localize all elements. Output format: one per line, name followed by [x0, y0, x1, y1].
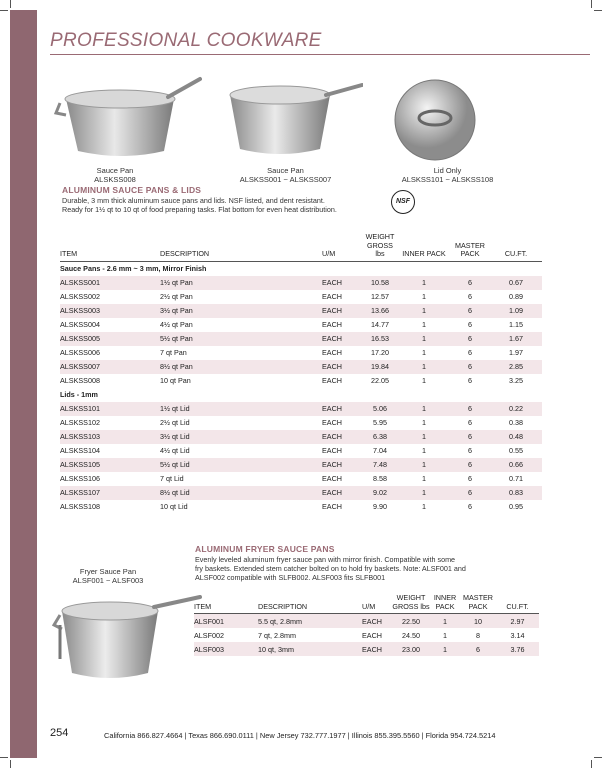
cell-cuft: 0.67 [490, 276, 542, 290]
table-row [194, 642, 539, 656]
table-row [60, 304, 542, 318]
cell-item: ALSKSS107 [60, 486, 160, 500]
cell-weight: 6.38 [362, 430, 398, 444]
cell-master-pack: 6 [450, 360, 490, 374]
image-caption [233, 166, 338, 184]
cell-inner-pack: 1 [398, 458, 450, 472]
cell-um: EACH [322, 292, 342, 301]
crop-mark [594, 757, 602, 758]
cell-inner-pack: 1 [422, 446, 426, 455]
cell-um: EACH [322, 430, 362, 444]
cell-um: EACH [322, 348, 342, 357]
cell-description: 10 qt Pan [160, 376, 191, 385]
description-line: Evenly leveled aluminum fryer sauce pan with mirror finish. Compatible with some [195, 555, 456, 564]
cell-master-pack: 6 [468, 292, 472, 301]
caption-title: Sauce Pan [96, 166, 134, 175]
caption-title: Fryer Sauce Pan [79, 567, 137, 576]
cell-um: EACH [322, 418, 342, 427]
cell-cuft: 1.15 [509, 320, 523, 329]
table-row [60, 318, 542, 332]
table-row [60, 444, 542, 458]
cell-weight: 5.95 [373, 418, 387, 427]
crop-mark [594, 10, 602, 11]
cell-description: 7 qt Lid [160, 474, 184, 483]
cell-um: EACH [322, 376, 342, 385]
cell-cuft: 3.76 [496, 642, 539, 656]
cell-cuft: 2.97 [496, 614, 539, 629]
cell-weight: 12.57 [371, 292, 389, 301]
cell-inner-pack: 1 [398, 304, 450, 318]
cell-weight: 16.53 [362, 332, 398, 346]
caption-code: ALSKSS001 ~ ALSKSS007 [239, 175, 332, 184]
cell-item: ALSKSS101 [60, 402, 160, 416]
crop-mark [591, 760, 592, 768]
cell-master-pack: 6 [468, 320, 472, 329]
cell-cuft: 0.71 [509, 474, 523, 483]
sidebar-band [10, 10, 37, 758]
cell-cuft: 1.67 [490, 332, 542, 346]
cell-description: 2½ qt Lid [160, 418, 190, 427]
cell-master-pack: 6 [460, 642, 496, 656]
cell-inner-pack: 1 [422, 418, 426, 427]
cell-um: EACH [322, 320, 342, 329]
cell-master-pack: 6 [450, 304, 490, 318]
table-row [60, 346, 542, 360]
image-caption [395, 166, 500, 184]
footer-contacts: California 866.827.4664 | Texas 866.690.0111 | New Jersey 732.777.1977 | Illinois 855.395.5560 | Florida 954.724.5214 [104, 731, 496, 740]
cell-weight: 10.58 [362, 276, 398, 290]
section-title: ALUMINUM SAUCE PANS & LIDS [62, 185, 202, 195]
cell-item: ALSKSS102 [60, 418, 100, 427]
group-row [60, 261, 542, 276]
cell-item: ALSKSS004 [60, 320, 100, 329]
crop-mark [591, 0, 592, 8]
cell-inner-pack: 1 [422, 376, 426, 385]
cell-inner-pack: 1 [430, 642, 460, 656]
cell-inner-pack: 1 [398, 402, 450, 416]
cell-master-pack: 6 [468, 446, 472, 455]
col-master-pack: MASTER PACK [450, 233, 490, 261]
cell-weight: 24.50 [402, 630, 420, 640]
cell-item: ALSKSS104 [60, 446, 100, 455]
table-row [60, 276, 542, 290]
cell-item: ALSKSS006 [60, 348, 100, 357]
sauce-pan-image [52, 75, 202, 165]
cell-um: EACH [322, 304, 362, 318]
cell-cuft: 0.83 [490, 486, 542, 500]
section-description [62, 196, 337, 214]
cell-inner-pack: 1 [398, 486, 450, 500]
col-description: DESCRIPTION [258, 594, 362, 614]
crop-mark [10, 0, 11, 8]
cell-description: 5.5 qt, 2.8mm [258, 614, 362, 629]
description-line: ALSF002 compatible with SLFB002. ALSF003 fits SLFB001 [195, 573, 386, 582]
description-line: fry baskets. Extended stem catcher bolted on to hold fry baskets. Note: ALSF001 and [195, 564, 466, 573]
image-caption [75, 166, 155, 184]
cell-master-pack: 6 [450, 486, 490, 500]
cell-inner-pack: 1 [398, 332, 450, 346]
table-row [60, 374, 542, 388]
cell-description: 7 qt, 2.8mm [258, 630, 296, 640]
cell-cuft: 0.66 [490, 458, 542, 472]
cell-item: ALSF003 [194, 642, 258, 656]
col-inner-pack: INNER PACK [430, 594, 460, 614]
section-title: ALUMINUM FRYER SAUCE PANS [195, 544, 335, 554]
cell-cuft: 1.97 [509, 348, 523, 357]
caption-title: Lid Only [433, 166, 462, 175]
fryer-pan-image [52, 585, 202, 695]
col-um: U/M [362, 594, 392, 614]
cell-item: ALSKSS108 [60, 502, 100, 511]
table-row [60, 416, 542, 430]
cell-inner-pack: 1 [422, 292, 426, 301]
caption-code: ALSF001 ~ ALSF003 [72, 576, 144, 585]
cell-description: 4½ qt Lid [160, 446, 190, 455]
crop-mark [0, 757, 8, 758]
cell-um: EACH [322, 332, 362, 346]
cell-cuft: 0.38 [509, 418, 523, 427]
cell-master-pack: 6 [468, 348, 472, 357]
cell-cuft: 3.14 [510, 630, 525, 640]
cell-cuft: 0.48 [490, 430, 542, 444]
cell-weight: 14.77 [371, 320, 389, 329]
cell-description: 1½ qt Pan [160, 276, 322, 290]
table-row [194, 614, 539, 629]
cell-master-pack: 6 [450, 332, 490, 346]
section-description [195, 555, 466, 582]
cell-description: 7 qt Pan [160, 348, 187, 357]
cell-inner-pack: 1 [422, 502, 426, 511]
cell-weight: 7.48 [362, 458, 398, 472]
sauce-pan-image [228, 75, 363, 165]
cell-master-pack: 6 [450, 402, 490, 416]
cell-description: 8½ qt Pan [160, 360, 322, 374]
cell-master-pack: 6 [468, 418, 472, 427]
cell-description: 8½ qt Lid [160, 486, 322, 500]
table-header [194, 594, 539, 614]
table-header [60, 233, 542, 261]
group-label: Sauce Pans - 2.6 mm ~ 3 mm, Mirror Finish [60, 264, 207, 273]
caption-code: ALSKSS101 ~ ALSKSS108 [401, 175, 494, 184]
cell-um: EACH [322, 402, 362, 416]
table-row [60, 472, 542, 486]
table-row [60, 360, 542, 374]
cell-um: EACH [322, 486, 362, 500]
cell-master-pack: 6 [450, 430, 490, 444]
cell-description: 2½ qt Pan [160, 292, 193, 301]
cell-weight: 13.66 [362, 304, 398, 318]
cell-um: EACH [322, 276, 362, 290]
table-row [60, 458, 542, 472]
cell-um: EACH [362, 630, 382, 640]
crop-mark [0, 10, 8, 11]
cell-description: 3½ qt Pan [160, 304, 322, 318]
cell-item: ALSKSS105 [60, 458, 160, 472]
col-description: DESCRIPTION [160, 233, 322, 261]
header-rule [50, 54, 590, 55]
fryer-pan-table [194, 594, 539, 656]
cell-weight: 5.06 [362, 402, 398, 416]
cell-item: ALSKSS103 [60, 430, 160, 444]
description-line: Durable, 3 mm thick aluminum sauce pans and lids. NSF listed, and dent resistant. [62, 196, 325, 205]
page-title: PROFESSIONAL COOKWARE [50, 30, 322, 51]
cell-inner-pack: 1 [443, 630, 447, 640]
cell-inner-pack: 1 [398, 276, 450, 290]
cell-master-pack: 6 [468, 376, 472, 385]
cell-description: 5½ qt Lid [160, 458, 322, 472]
group-label: Lids - 1mm [60, 390, 98, 399]
cell-item: ALSKSS008 [60, 376, 100, 385]
cell-item: ALSKSS005 [60, 332, 160, 346]
cell-inner-pack: 1 [422, 320, 426, 329]
table-row [60, 430, 542, 444]
table-row [60, 332, 542, 346]
cell-weight: 19.84 [362, 360, 398, 374]
crop-mark [10, 760, 11, 768]
col-weight: WEIGHT GROSS lbs [362, 233, 398, 261]
cell-item: ALSKSS007 [60, 360, 160, 374]
cell-item: ALSKSS003 [60, 304, 160, 318]
cell-inner-pack: 1 [398, 360, 450, 374]
cell-description: 5½ qt Pan [160, 332, 322, 346]
table-row [60, 486, 542, 500]
cell-description: 3½ qt Lid [160, 430, 322, 444]
col-master-pack: MASTER PACK [460, 594, 496, 614]
cell-um: EACH [362, 642, 392, 656]
cell-cuft: 2.85 [490, 360, 542, 374]
col-inner-pack: INNER PACK [398, 233, 450, 261]
cell-weight: 9.90 [373, 502, 387, 511]
cell-master-pack: 6 [450, 276, 490, 290]
cell-cuft: 0.89 [509, 292, 523, 301]
col-item: ITEM [60, 233, 160, 261]
cell-um: EACH [322, 474, 342, 483]
cell-weight: 22.05 [371, 376, 389, 385]
cell-um: EACH [322, 446, 342, 455]
page-number: 254 [50, 727, 69, 739]
cell-master-pack: 6 [468, 502, 472, 511]
table-row [60, 402, 542, 416]
cell-item: ALSKSS106 [60, 474, 100, 483]
nsf-logo: NSF [391, 190, 415, 214]
cell-item: ALSKSS002 [60, 292, 100, 301]
cell-weight: 23.00 [392, 642, 430, 656]
sauce-pan-table [60, 233, 542, 514]
table-row [60, 290, 542, 304]
cell-cuft: 1.09 [490, 304, 542, 318]
caption-code: ALSKSS008 [94, 175, 136, 184]
cell-description: 10 qt Lid [160, 502, 188, 511]
cell-inner-pack: 1 [398, 430, 450, 444]
cell-item: ALSKSS001 [60, 276, 160, 290]
caption-title: Sauce Pan [267, 166, 304, 175]
cell-cuft: 0.22 [490, 402, 542, 416]
cell-cuft: 0.95 [509, 502, 523, 511]
cell-inner-pack: 1 [422, 474, 426, 483]
description-line: Ready for 1½ qt to 10 qt of food preparing tasks. Flat bottom for even heat distribution. [62, 205, 337, 214]
cell-description: 4½ qt Pan [160, 320, 193, 329]
cell-um: EACH [322, 360, 362, 374]
cell-cuft: 3.25 [509, 376, 523, 385]
cell-weight: 7.04 [373, 446, 387, 455]
lid-image [392, 78, 478, 162]
group-row [60, 388, 542, 402]
col-weight: WEIGHT GROSS lbs [392, 594, 430, 614]
col-item: ITEM [194, 594, 258, 614]
cell-description: 1½ qt Lid [160, 402, 322, 416]
col-cuft: CU.FT. [490, 233, 542, 261]
image-caption [63, 567, 153, 585]
cell-um: EACH [322, 458, 362, 472]
cell-um: EACH [362, 614, 392, 629]
table-row [194, 628, 539, 642]
cell-item: ALSF002 [194, 630, 224, 640]
table-row [60, 500, 542, 514]
cell-cuft: 0.55 [509, 446, 523, 455]
cell-inner-pack: 1 [422, 348, 426, 357]
cell-master-pack: 8 [476, 630, 480, 640]
col-cuft: CU.FT. [496, 594, 539, 614]
cell-um: EACH [322, 502, 342, 511]
cell-weight: 9.02 [362, 486, 398, 500]
cell-item: ALSF001 [194, 614, 258, 629]
col-um: U/M [322, 233, 362, 261]
cell-inner-pack: 1 [430, 614, 460, 629]
cell-weight: 22.50 [392, 614, 430, 629]
cell-description: 10 qt, 3mm [258, 642, 362, 656]
cell-weight: 17.20 [371, 348, 389, 357]
cell-weight: 8.58 [373, 474, 387, 483]
cell-master-pack: 6 [468, 474, 472, 483]
cell-master-pack: 6 [450, 458, 490, 472]
cell-master-pack: 10 [460, 614, 496, 629]
